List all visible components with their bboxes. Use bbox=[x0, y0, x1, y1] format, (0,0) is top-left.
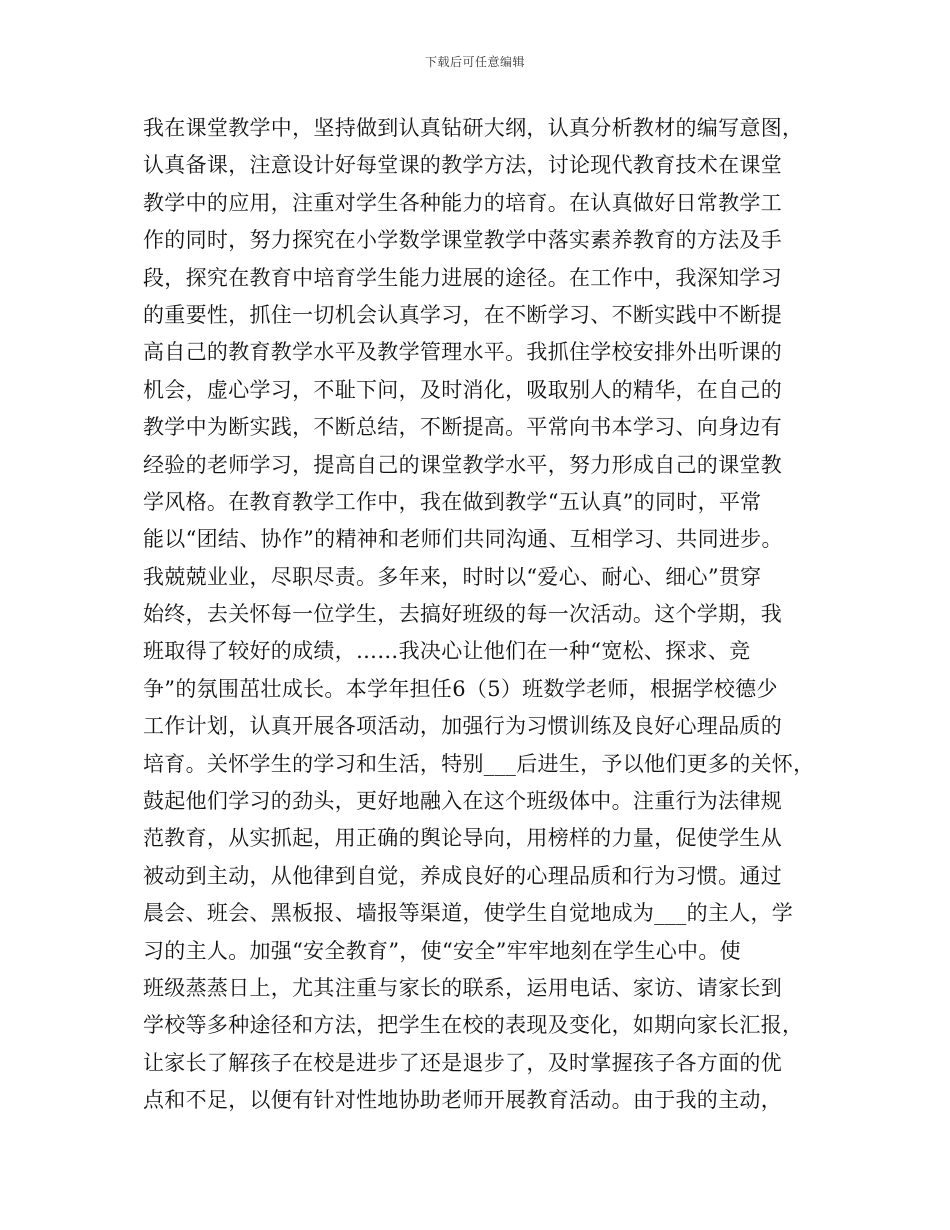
text-line: 始终，去关怀每一位学生，去搞好班级的每一次活动。这个学期，我 bbox=[143, 602, 782, 627]
text-line: 班取得了较好的成绩，……我决心让他们在一种“宽松、探求、竞 bbox=[143, 639, 751, 664]
text-line: 点和不足，以便有针对性地协助老师开展教育活动。由于我的主动， bbox=[143, 1088, 782, 1113]
text-line: 争”的氛围茁壮成长。本学年担任6（5）班数学老师，根据学校德少 bbox=[143, 676, 778, 701]
text-line: 我兢兢业业，尽职尽责。多年来，时时以“爱心、耐心、细心”贯穿 bbox=[143, 564, 762, 589]
page-header: 下载后可任意编辑 bbox=[424, 55, 525, 69]
text-line: 作的同时，努力探究在小学数学课堂教学中落实素养教育的方法及手 bbox=[143, 228, 782, 253]
text-line: 学校等多种途径和方法，把学生在校的表现及变化，如期向家长汇报， bbox=[143, 1013, 804, 1038]
text-line: 让家长了解孩子在校是进步了还是退步了，及时掌握孩子各方面的优 bbox=[143, 1050, 782, 1075]
text-line: 认真备课，注意设计好每堂课的教学方法，讨论现代教育技术在课堂 bbox=[143, 153, 782, 178]
text-line: 被动到主动，从他律到自觉，养成良好的心理品质和行为习惯。通过 bbox=[143, 863, 782, 888]
text-line: 段，探究在教育中培育学生能力进展的途径。在工作中，我深知学习 bbox=[143, 265, 782, 290]
text-line: 鼓起他们学习的劲头，更好地融入在这个班级体中。注重行为法律规 bbox=[143, 789, 782, 814]
text-line: 机会，虚心学习，不耻下问，及时消化，吸取别人的精华，在自己的 bbox=[143, 377, 782, 402]
text-line: 经验的老师学习，提高自己的课堂教学水平，努力形成自己的课堂教 bbox=[143, 452, 782, 477]
text-line: 范教育，从实抓起，用正确的舆论导向，用榜样的力量，促使学生从 bbox=[143, 826, 782, 851]
text-line: 教学中为断实践，不断总结，不断提高。平常向书本学习、向身边有 bbox=[143, 415, 782, 440]
text-line: 学风格。在教育教学工作中，我在做到教学“五认真”的同时，平常 bbox=[143, 489, 762, 514]
text-line: 我在课堂教学中，坚持做到认真钻研大纲，认真分析教材的编写意图， bbox=[143, 116, 804, 140]
text-line: 能以“团结、协作”的精神和老师们共同沟通、互相学习、共同进步。 bbox=[143, 527, 783, 552]
text-line: 班级蒸蒸日上，尤其注重与家长的联系，运用电话、家访、请家长到 bbox=[143, 975, 782, 1000]
text-line: 的重要性，抓住一切机会认真学习，在不断学习、不断实践中不断提 bbox=[143, 302, 782, 327]
body-text bbox=[143, 110, 823, 1120]
text-line: 习的主人。加强“安全教育”，使“安全”牢牢地刻在学生心中。使 bbox=[143, 938, 741, 963]
text-line: 工作计划，认真开展各项活动，加强行为习惯训练及良好心理品质的 bbox=[143, 714, 782, 739]
text-line: 晨会、班会、黑板报、墙报等渠道，使学生自觉地成为___的主人，学 bbox=[143, 901, 794, 926]
text-line: 教学中的应用，注重对学生各种能力的培育。在认真做好日常教学工 bbox=[143, 190, 782, 215]
text-line: 培育。关怀学生的学习和生活，特别___后进生，予以他们更多的关怀， bbox=[143, 751, 815, 776]
text-line: 高自己的教育教学水平及教学管理水平。我抓住学校安排外出听课的 bbox=[143, 340, 782, 365]
